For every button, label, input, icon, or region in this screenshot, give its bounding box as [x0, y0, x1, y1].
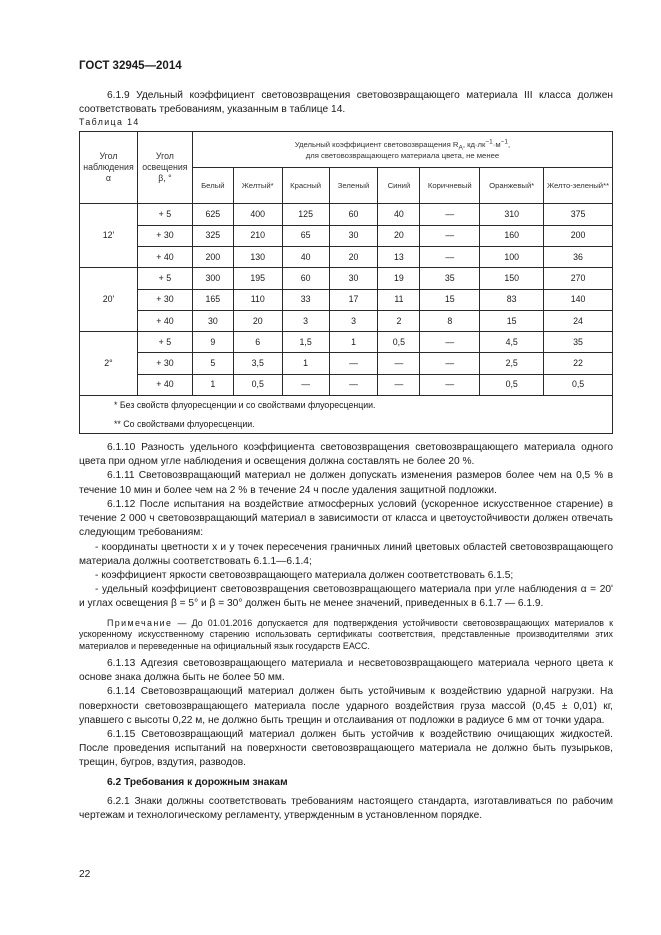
value-cell: 0,5 [480, 374, 544, 395]
table-row [80, 332, 613, 353]
col-header-color: Коричневый [420, 168, 480, 204]
col-header-color: Желто-зеленый** [544, 168, 613, 204]
value-cell: 625 [192, 204, 233, 225]
col-header-color: Оранжевый* [480, 168, 544, 204]
list-item: - коэффициент яркости световозвращающего материала должен соответствовать 6.1.5; [95, 569, 514, 581]
value-cell: 13 [378, 247, 420, 268]
illumination-angle-cell: + 40 [137, 374, 192, 395]
value-cell: — [378, 374, 420, 395]
value-cell: — [329, 353, 378, 374]
paragraph-6-1-11: 6.1.11 Световозвращающий материал не должен допускать изменения размеров более чем на 0,5 % в течение 10 мин и более чем на 2 % в течение 24 ч после удаления защитной подложки. [79, 470, 613, 496]
illumination-angle-cell: + 5 [137, 268, 192, 289]
value-cell: 200 [544, 225, 613, 246]
value-cell: 130 [233, 247, 282, 268]
illumination-angle-cell: + 30 [137, 289, 192, 310]
value-cell: — [420, 332, 480, 353]
document-header: ГОСТ 32945—2014 [79, 60, 182, 72]
value-cell: 325 [192, 225, 233, 246]
value-cell: 22 [544, 353, 613, 374]
value-cell: 2,5 [480, 353, 544, 374]
value-cell: 20 [378, 225, 420, 246]
value-cell: 30 [329, 268, 378, 289]
table-footnote-1: * Без свойств флуоресценции и со свойствами флуоресценции. [80, 396, 613, 416]
table-row [80, 289, 613, 310]
value-cell: 110 [233, 289, 282, 310]
value-cell: 2 [378, 310, 420, 331]
value-cell: 3 [282, 310, 329, 331]
value-cell: — [420, 204, 480, 225]
value-cell: — [329, 374, 378, 395]
value-cell: 60 [282, 268, 329, 289]
paragraph-6-1-14: 6.1.14 Световозвращающий материал должен быть устойчивым к воздействию ударной нагрузки. На поверхности световозвращающего материала после ударного воздействия груза массой (0,45 ± 0,01) кг, упавшего с высоты 0,22 м, не должно быть трещин и отслаивания от подложки в радиусе 6 мм от точки удара. [79, 686, 613, 726]
value-cell: 19 [378, 268, 420, 289]
page-content [79, 89, 613, 823]
value-cell: 17 [329, 289, 378, 310]
value-cell: 150 [480, 268, 544, 289]
value-cell: 100 [480, 247, 544, 268]
table-row [80, 374, 613, 395]
value-cell: 33 [282, 289, 329, 310]
value-cell: 40 [282, 247, 329, 268]
value-cell: — [420, 374, 480, 395]
note-text: — До 01.01.2016 допускается для подтверждения устойчивости световозвращающих материалов к ускоренному искусственному старению использовать сертификаты соответствия, представленные производителями этих материалов и переведенные на официальный язык государств ЕАСС. [79, 617, 613, 651]
value-cell: 1 [329, 332, 378, 353]
paragraph-6-1-10: 6.1.10 Разность удельного коэффициента световозвращения световозвращающего материала одного цвета при одном угле наблюдения и освещения должна составлять не более 20 %. [79, 442, 613, 468]
table-caption: Таблица 14 [79, 117, 140, 128]
value-cell: 1 [192, 374, 233, 395]
value-cell: 24 [544, 310, 613, 331]
value-cell: 400 [233, 204, 282, 225]
list-item: - координаты цветности x и y точек пересечения граничных линий цветовых областей световозвращающего материала должны соответствовать 6.1.1—6.1.4; [79, 541, 613, 567]
col-header-illumination-angle: Угол освещения β, ° [137, 132, 192, 204]
observation-angle-cell: 20ʹ [80, 268, 138, 332]
col-header-color: Синий [378, 168, 420, 204]
value-cell: — [420, 353, 480, 374]
value-cell: 30 [329, 225, 378, 246]
value-cell: 35 [420, 268, 480, 289]
value-cell: 210 [233, 225, 282, 246]
illumination-angle-cell: + 40 [137, 247, 192, 268]
col-header-coefficient: Удельный коэффициент световозвращения $R_A$, $кд\cdot лк^{-1}\cdot м^{-1}$, для световозвращающего материала цвета, не менее [192, 132, 612, 168]
table-body [80, 204, 613, 396]
value-cell: 20 [329, 247, 378, 268]
value-cell: 125 [282, 204, 329, 225]
table-footnote-2: ** Со свойствами флуоресценции. [80, 416, 613, 434]
value-cell: 6 [233, 332, 282, 353]
value-cell: — [378, 353, 420, 374]
value-cell: 15 [480, 310, 544, 331]
paragraph-6-1-9: 6.1.9 Удельный коэффициент световозвращения световозвращающего материала III класса должен соответствовать требованиям, указанным в таблице 14. [79, 90, 613, 116]
illumination-angle-cell: + 30 [137, 225, 192, 246]
value-cell: 0,5 [233, 374, 282, 395]
value-cell: 0,5 [544, 374, 613, 395]
value-cell: 0,5 [378, 332, 420, 353]
value-cell: 165 [192, 289, 233, 310]
value-cell: 3 [329, 310, 378, 331]
observation-angle-cell: 2° [80, 332, 138, 396]
illumination-angle-cell: + 40 [137, 310, 192, 331]
value-cell: 40 [378, 204, 420, 225]
paragraph-6-2-1: 6.2.1 Знаки должны соответствовать требованиям настоящего стандарта, изготавливаться по рабочим чертежам и технологическому регламенту, утвержденным в установленном порядке. [79, 795, 613, 822]
value-cell: 3,5 [233, 353, 282, 374]
paragraph-6-1-13: 6.1.13 Адгезия световозвращающего материала и несветовозвращающего материала черного цвета к основе знака должна быть не более 50 мм. [79, 658, 613, 684]
table-row [80, 310, 613, 331]
table-14 [79, 131, 613, 434]
value-cell: 1 [282, 353, 329, 374]
value-cell: 200 [192, 247, 233, 268]
value-cell: 65 [282, 225, 329, 246]
value-cell: 30 [192, 310, 233, 331]
observation-angle-cell: 12ʹ [80, 204, 138, 268]
paragraph-6-1-12: 6.1.12 После испытания на воздействие атмосферных условий (ускоренное искусственное старение) в течение 2 000 ч световозвращающий материал в зависимости от класса и цветоустойчивости должен отвечать следующим требованиям: [79, 498, 613, 539]
table-row [80, 353, 613, 374]
note [79, 618, 613, 653]
note-label: Примечание [107, 617, 173, 628]
value-cell: 35 [544, 332, 613, 353]
table-row [80, 247, 613, 268]
value-cell: 375 [544, 204, 613, 225]
value-cell: 8 [420, 310, 480, 331]
section-heading: 6.2 Требования к дорожным знакам [107, 776, 288, 788]
value-cell: 83 [480, 289, 544, 310]
paragraph-6-1-15: 6.1.15 Световозвращающий материал должен быть устойчив к воздействию очищающих жидкостей. После проведения испытаний на поверхности световозвращающего материала не должно быть пузырьков, трещин, бугров, вздутия, разводов. [79, 729, 613, 769]
value-cell: 5 [192, 353, 233, 374]
value-cell: 15 [420, 289, 480, 310]
table-row [80, 204, 613, 225]
col-header-color: Желтый* [233, 168, 282, 204]
value-cell: 9 [192, 332, 233, 353]
illumination-angle-cell: + 30 [137, 353, 192, 374]
value-cell: 11 [378, 289, 420, 310]
value-cell: 20 [233, 310, 282, 331]
value-cell: 300 [192, 268, 233, 289]
value-cell: 270 [544, 268, 613, 289]
illumination-angle-cell: + 5 [137, 332, 192, 353]
value-cell: 310 [480, 204, 544, 225]
illumination-angle-cell: + 5 [137, 204, 192, 225]
value-cell: — [282, 374, 329, 395]
page-number: 22 [79, 869, 91, 880]
value-cell: 60 [329, 204, 378, 225]
value-cell: 140 [544, 289, 613, 310]
list-item: - удельный коэффициент световозвращения световозвращающего материала при угле наблюдения α = 20ʹ и углах освещения β = 5° и β = 30° должен быть не менее значений, приведенных в 6.1.7 — 6.1.9. [79, 584, 613, 610]
col-header-color: Красный [282, 168, 329, 204]
value-cell: 160 [480, 225, 544, 246]
col-header-color: Белый [192, 168, 233, 204]
table-row [80, 225, 613, 246]
col-header-observation-angle: Угол наблюдения α [80, 132, 138, 204]
value-cell: 4,5 [480, 332, 544, 353]
table-row [80, 268, 613, 289]
value-cell: 1,5 [282, 332, 329, 353]
value-cell: — [420, 247, 480, 268]
value-cell: 195 [233, 268, 282, 289]
value-cell: 36 [544, 247, 613, 268]
col-header-color: Зеленый [329, 168, 378, 204]
value-cell: — [420, 225, 480, 246]
